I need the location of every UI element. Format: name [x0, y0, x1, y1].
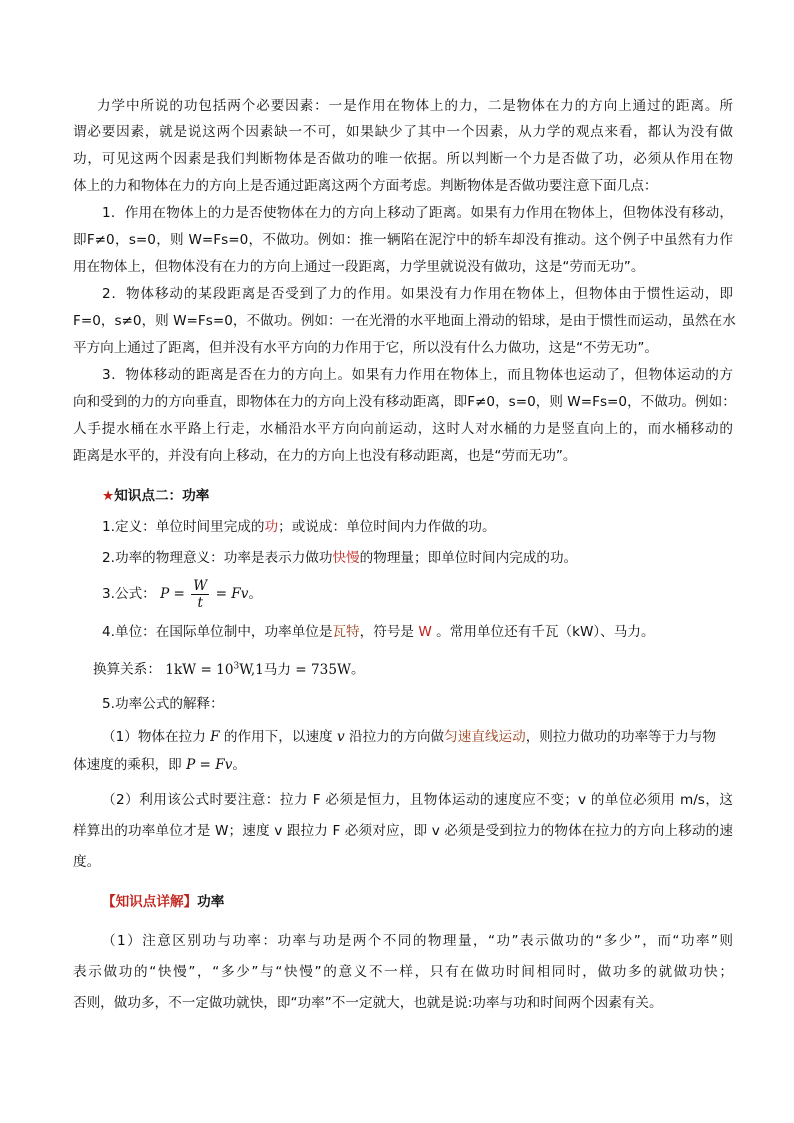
detail-line: 表示做功的“快慢”，“多少”与“快慢”的意义不一样，只有在做功时间相同时，做功多的就做功快；: [73, 964, 733, 980]
formula-fraction: [191, 578, 209, 611]
formula-line: 3.公式： P = $\frac{W}{t}$ = Fv。: [102, 577, 263, 611]
highlight-term: 匀速直线运动: [444, 729, 526, 745]
paragraph-line: 力学中所说的功包括两个必要因素：一是作用在物体上的力，二是物体在力的方向上通过的距离。所: [97, 98, 733, 114]
detail-title: 功率: [197, 894, 225, 910]
paragraph-line: 谓必要因素，就是说这两个因素缺一不可，如果缺少了其中一个因素，从力学的观点来看，都认为没有做: [73, 124, 733, 140]
fraction-numerator: W: [193, 577, 208, 594]
explanation-1-line: （1）物体在拉力 F 的作用下，以速度 v 沿拉力的方向做匀速直线运动，则拉力做功的功率等于力与物: [102, 729, 717, 745]
point-3-line: 3．物体移动的距离是否在力的方向上。如果有力作用在物体上，而且物体也运动了，但物体运动的方: [102, 367, 733, 383]
section-heading: [102, 486, 762, 506]
highlight-term: 瓦特: [332, 624, 360, 640]
detail-bracket-label: 【知识点详解】: [102, 894, 198, 910]
inline-formula: P = Fv: [186, 757, 233, 773]
definition-line: 1.定义：单位时间里完成的功；或说成：单位时间内力作做的功。: [102, 519, 496, 535]
fraction-denominator: t: [197, 594, 203, 611]
point-3-line: 距离是水平的，并没有向上移动，在力的方向上也没有移动距离，也是“劳而无功”。: [73, 448, 577, 464]
explanation-1-line: 体速度的乘积，即 P = Fv。: [73, 757, 246, 773]
point-3-line: 人手提水桶在水平路上行走，水桶沿水平方向向前运动，这时人对水桶的力是竖直向上的，而水桶移动的: [73, 421, 733, 437]
explanation-2-line: （2）利用该公式时要注意：拉力 F 必须是恒力，且物体运动的速度应不变；v 的单位必须用 m/s，这: [102, 792, 733, 808]
unit-symbol: W: [418, 624, 432, 640]
section-title: 知识点二：功率: [114, 488, 210, 504]
detail-line: 否则，做功多，不一定做功就快，即“功率”不一定就大，也就是说:功率与功和时间两个因素有关。: [73, 995, 663, 1011]
conversion-formula: $1kW = 10^3W,1$马力 = 735W: [165, 661, 351, 678]
detail-line: （1）注意区别功与功率：功率与功是两个不同的物理量，“功”表示做功的“多少”，而“功率”则: [102, 933, 733, 949]
point-3-line: 向和受到的力的方向垂直，即物体在力的方向上没有移动距离，即F≠0，s=0，则 W=Fs=0，不做功。例如：: [73, 394, 736, 410]
point-2-line: 2．物体移动的某段距离是否受到了力的作用。如果没有力作用在物体上，但物体由于惯性运动，即: [102, 286, 733, 302]
explanation-2-line: 样算出的功率单位才是 W；速度 v 跟拉力 F 必须对应，即 v 必须是受到拉力的物体在拉力的方向上移动的速: [73, 823, 733, 839]
meaning-line: 2.功率的物理意义：功率是表示力做功快慢的物理量；即单位时间内完成的功。: [102, 550, 578, 566]
point-1-line: 1．作用在物体上的力是否使物体在力的方向上移动了距离。如果有力作用在物体上，但物体没有移动，: [102, 205, 733, 221]
point-1-line: 即F≠0，s=0，则 W=Fs=0，不做功。例如：推一辆陷在泥泞中的轿车却没有推动。这个例子中虽然有力作: [73, 232, 733, 248]
paragraph-line: 体上的力和物体在力的方向上是否通过距离这两个方面考虑。判断物体是否做功要注意下面几点：: [73, 178, 658, 194]
conversion-line: 换算关系： $1kW = 10^3W,1$马力 = 735W。: [93, 661, 365, 678]
detail-heading: [102, 892, 762, 912]
star-icon: ★: [102, 488, 115, 504]
highlight-term: 功: [264, 519, 279, 535]
highlight-term: 快慢: [332, 550, 360, 566]
formula-rhs: = Fv: [215, 586, 249, 602]
point-2-line: F=0，s≠0，则 W=Fs=0，不做功。例如：一在光滑的水平地面上滑动的铅球，是由于惯性而运动，虽然在水: [73, 313, 736, 329]
point-2-line: 平方向上通过了距离，但并没有水平方向的力作用于它，所以没有什么力做功，这是“不劳无功”。: [73, 340, 659, 356]
explanation-title: 5.功率公式的解释：: [102, 696, 224, 712]
formula-lhs: P =: [160, 586, 185, 602]
explanation-2-line: 度。: [73, 854, 101, 870]
paragraph-line: 功，可见这两个因素是我们判断物体是否做功的唯一依据。所以判断一个力是否做了功，必须从作用在物: [73, 151, 733, 167]
point-1-line: 用在物体上，但物体没有在力的方向上通过一段距离，力学里就说没有做功，这是“劳而无功”。: [73, 259, 645, 275]
unit-line: 4.单位：在国际单位制中，功率单位是瓦特，符号是 W 。常用单位还有千瓦（kW）、马力。: [102, 624, 655, 640]
